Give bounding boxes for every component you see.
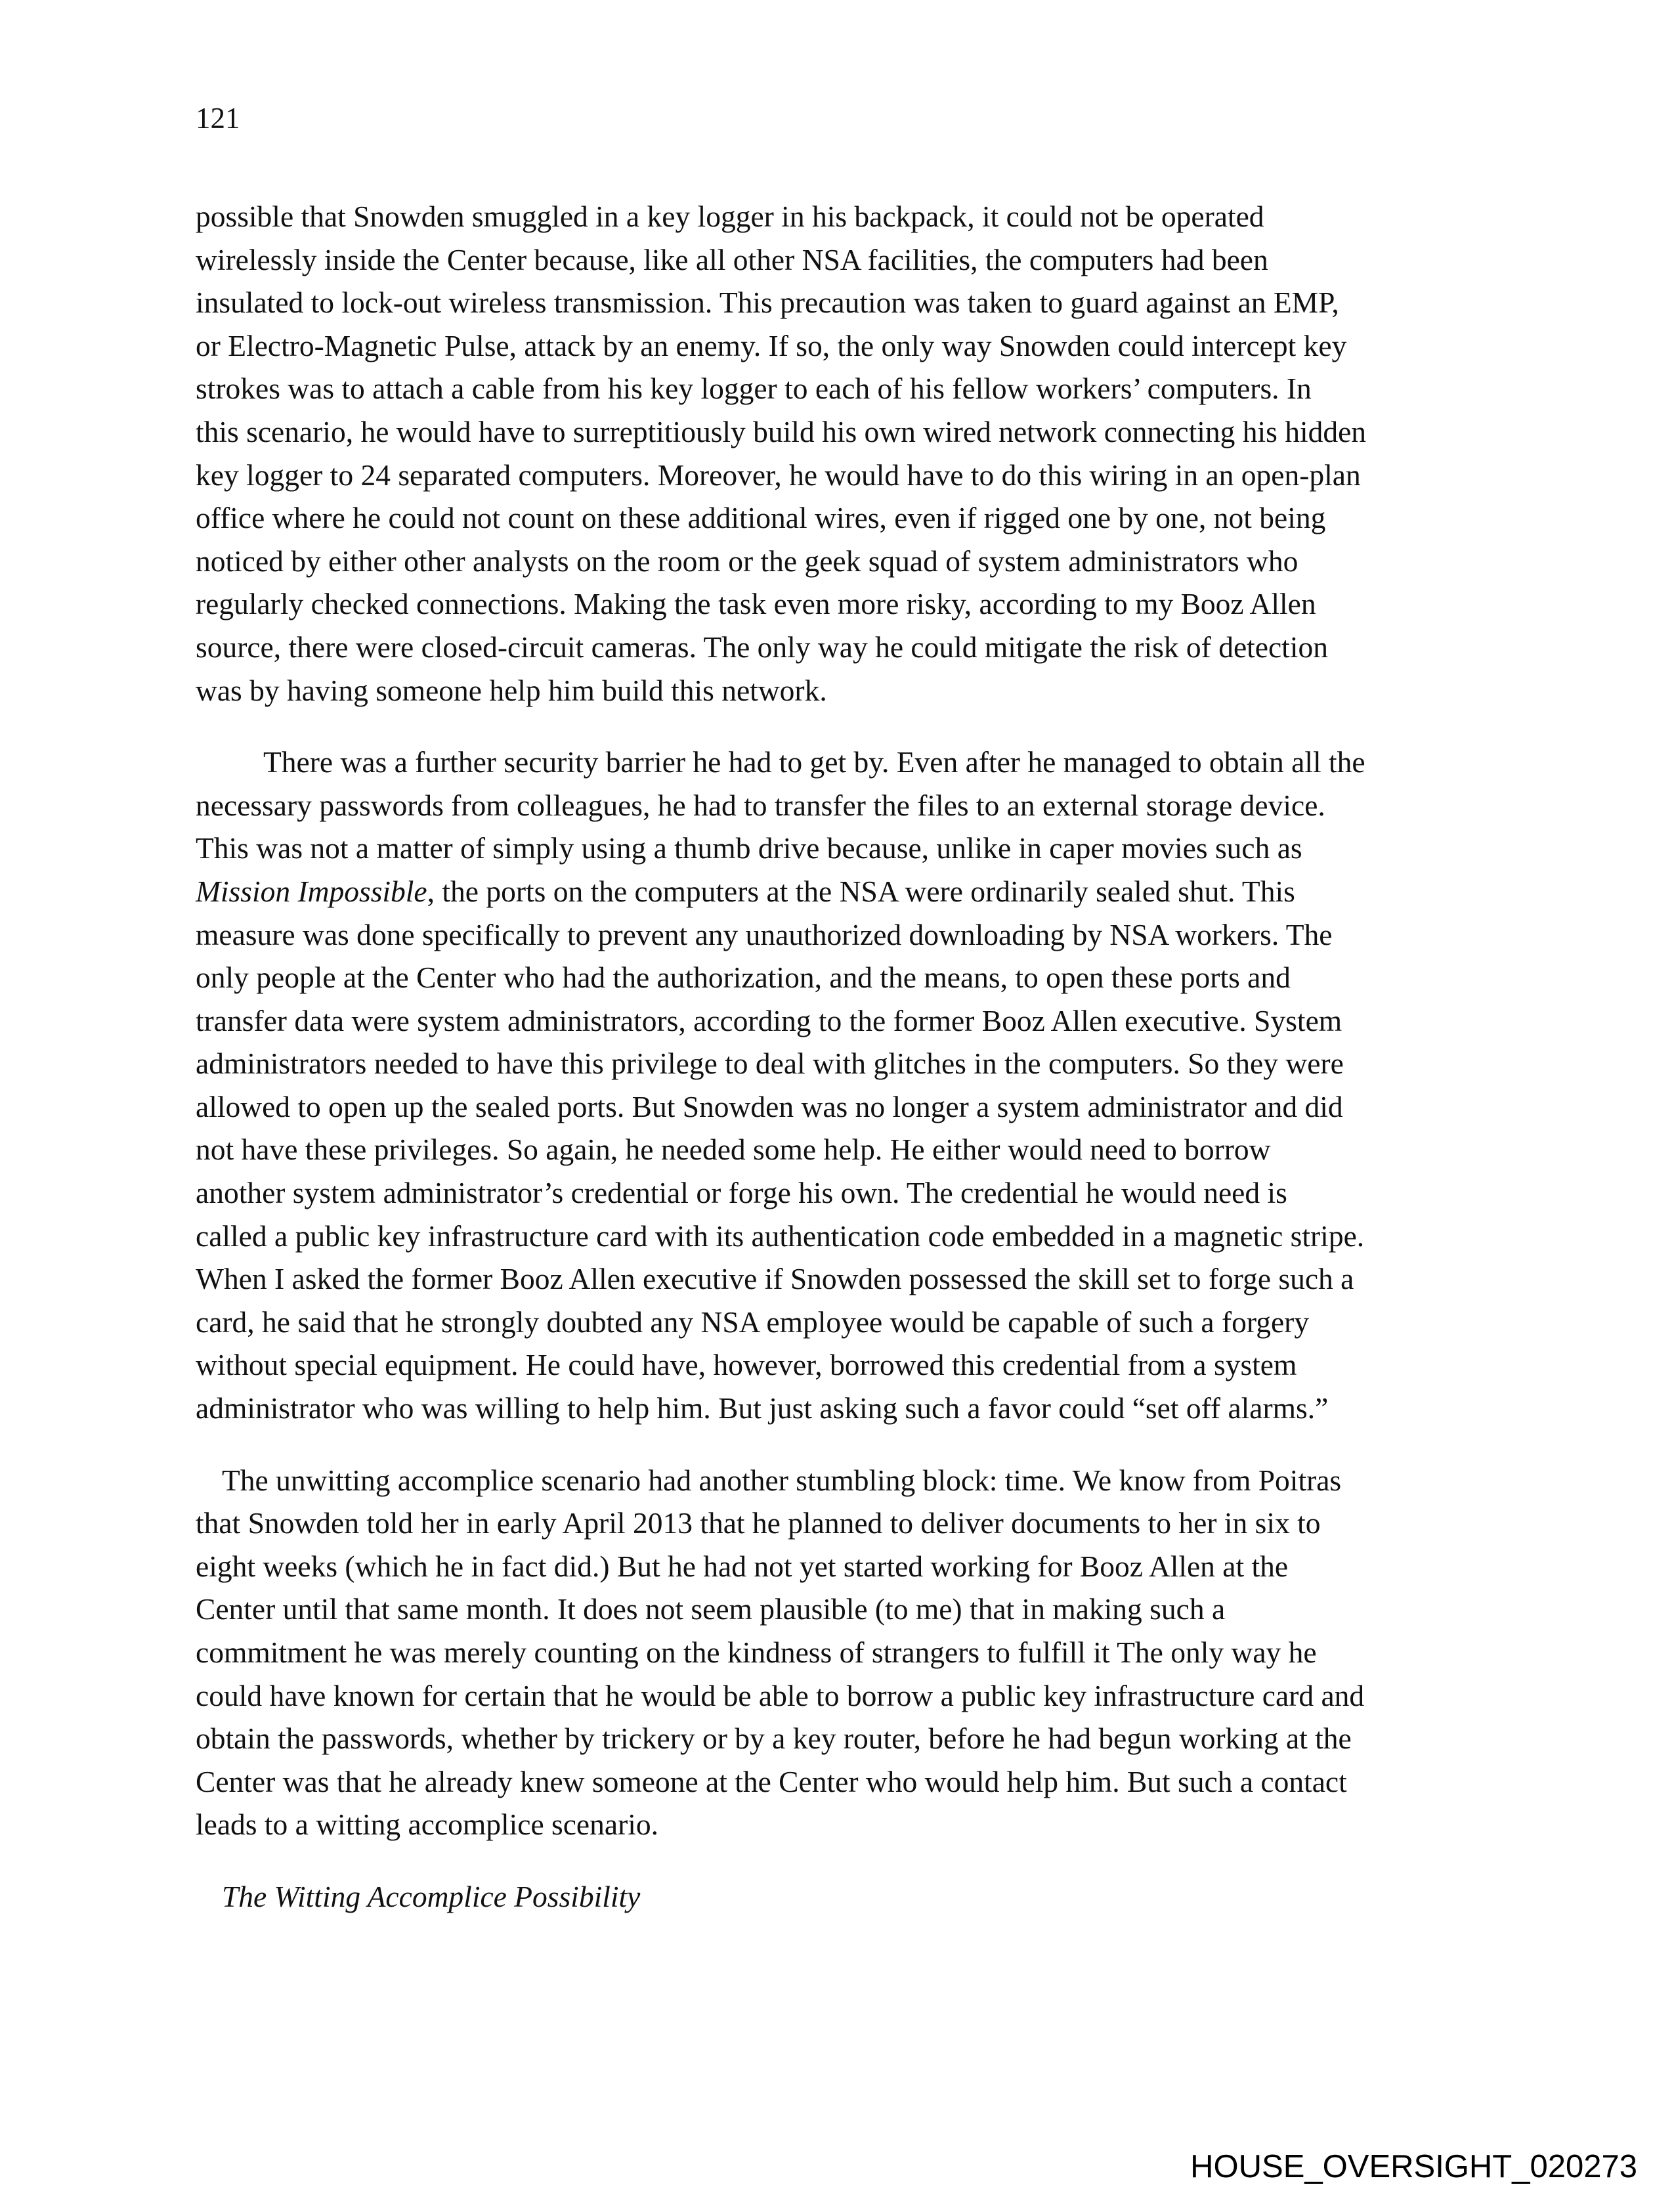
section-subheading: The Witting Accomplice Possibility <box>222 1879 641 1913</box>
text-line: not have these privileges. So again, he needed some help. He either would need to borrow <box>196 1133 1271 1167</box>
text-line: source, there were closed-circuit cameras. The only way he could mitigate the risk of detection <box>196 630 1328 664</box>
text-line: card, he said that he strongly doubted any NSA employee would be capable of such a forgery <box>196 1305 1310 1339</box>
text-line: or Electro-Magnetic Pulse, attack by an enemy. If so, the only way Snowden could intercept key <box>196 328 1347 362</box>
text-line: leads to a witting accomplice scenario. <box>196 1808 658 1842</box>
text-line: wirelessly inside the Center because, like all other NSA facilities, the computers had been <box>196 242 1268 276</box>
text-line: that Snowden told her in early April 2013 that he planned to deliver documents to her in six to <box>196 1506 1321 1540</box>
text-line: Center was that he already knew someone at the Center who would help him. But such a contact <box>196 1764 1347 1798</box>
text-line: without special equipment. He could have, however, borrowed this credential from a system <box>196 1348 1297 1382</box>
text-line: The unwitting accomplice scenario had another stumbling block: time. We know from Poitras <box>222 1463 1342 1497</box>
text-line: eight weeks (which he in fact did.) But he had not yet started working for Booz Allen at the <box>196 1549 1289 1583</box>
text-line: necessary passwords from colleagues, he had to transfer the files to an external storage device. <box>196 788 1325 822</box>
text-line: noticed by either other analysts on the room or the geek squad of system administrators who <box>196 544 1298 578</box>
text-line: another system administrator’s credential or forge his own. The credential he would need is <box>196 1176 1287 1210</box>
text-line: insulated to lock-out wireless transmission. This precaution was taken to guard against an EMP, <box>196 286 1339 320</box>
text-line: measure was done specifically to prevent any unauthorized downloading by NSA workers. The <box>196 917 1333 951</box>
text-line: transfer data were system administrators, according to the former Booz Allen executive. System <box>196 1003 1342 1037</box>
text-line: When I asked the former Booz Allen executive if Snowden possessed the skill set to forge such a <box>196 1262 1354 1296</box>
page-number: 121 <box>196 102 240 135</box>
text-line: administrator who was willing to help him. But just asking such a favor could “set off alarms.” <box>196 1391 1329 1425</box>
bates-stamp: HOUSE_OVERSIGHT_020273 <box>1190 2149 1637 2184</box>
text-line: There was a further security barrier he had to get by. Even after he managed to obtain all the <box>263 745 1365 779</box>
text-fragment: , the ports on the computers at the NSA were ordinarily sealed shut. This <box>427 874 1295 908</box>
text-line: allowed to open up the sealed ports. But Snowden was no longer a system administrator and did <box>196 1089 1343 1123</box>
text-line: possible that Snowden smuggled in a key logger in his backpack, it could not be operated <box>196 200 1264 233</box>
text-line: regularly checked connections. Making the task even more risky, according to my Booz Allen <box>196 587 1316 621</box>
italic-title: Mission Impossible <box>196 874 427 908</box>
text-line: strokes was to attach a cable from his key logger to each of his fellow workers’ computers. In <box>196 372 1312 406</box>
paragraph-1 <box>196 195 1482 712</box>
text-line: could have known for certain that he would be able to borrow a public key infrastructure card and <box>196 1678 1365 1712</box>
text-line: obtain the passwords, whether by trickery or by a key router, before he had begun working at the <box>196 1722 1352 1756</box>
text-line: key logger to 24 separated computers. Moreover, he would have to do this wiring in an open-plan <box>196 458 1361 492</box>
paragraph-3 <box>196 1459 1482 1846</box>
paragraph-2 <box>196 741 1482 1430</box>
body-text <box>196 195 1482 1919</box>
text-line: administrators needed to have this privilege to deal with glitches in the computers. So they were <box>196 1047 1344 1081</box>
text-line: Center until that same month. It does not seem plausible (to me) that in making such a <box>196 1592 1226 1626</box>
text-line: only people at the Center who had the authorization, and the means, to open these ports and <box>196 961 1291 995</box>
text-line: called a public key infrastructure card with its authentication code embedded in a magnetic stripe. <box>196 1219 1365 1253</box>
text-line <box>196 870 1482 913</box>
text-line: this scenario, he would have to surreptitiously build his own wired network connecting his hidden <box>196 414 1367 448</box>
text-line: commitment he was merely counting on the kindness of strangers to fulfill it The only way he <box>196 1636 1317 1669</box>
text-line: office where he could not count on these additional wires, even if rigged one by one, not being <box>196 501 1326 535</box>
text-line: This was not a matter of simply using a thumb drive because, unlike in caper movies such as <box>196 831 1302 865</box>
text-line: was by having someone help him build this network. <box>196 673 827 707</box>
